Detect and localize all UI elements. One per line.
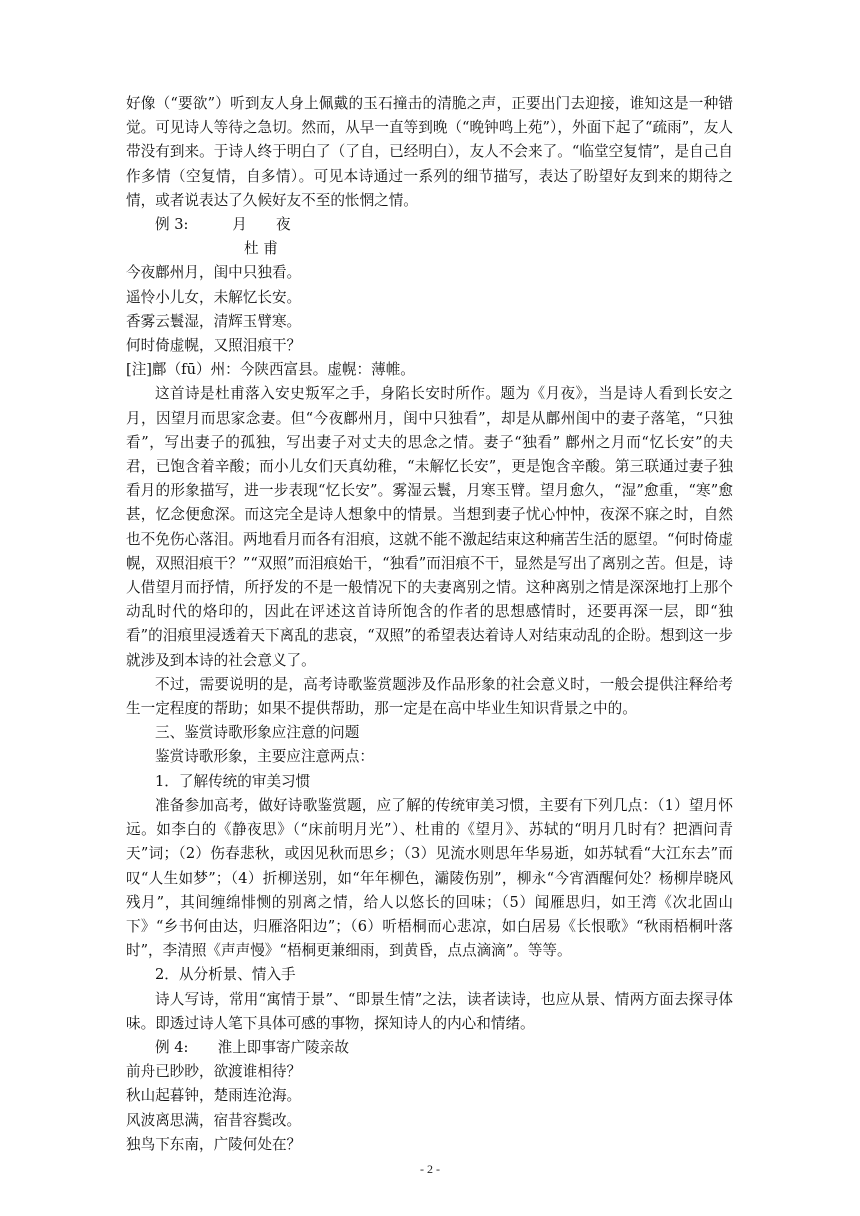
- poem-line: 独鸟下东南，广陵何处在？: [126, 1135, 302, 1153]
- paragraph-aesthetic-habits: 准备参加高考，做好诗歌鉴赏题，应了解的传统审美习惯，主要有下列几点：（1）望月怀远。如李白的《静夜思》（“床前明月光”）、杜甫的《望月》、苏轼的“明月几时有？把酒问青天”词；（2）伤春悲秋，或因见秋而思乡；（3）见流水则思年华易逝，如苏轼看“大江东去”而叹“人生如梦”；（4）折柳送别，如“年年柳色，灞陵伤别”，柳永“今宵酒醒何处？杨柳岸晓风残月”，其间缠绵悱恻的别离之情，给人以悠长的回味；（5）闻雁思归，如王湾《次北固山下》“乡书何由达，归雁洛阳边”；（6）听梧桐而心悲凉，如白居易《长恨歌》“秋雨梧桐叶落时”，李清照《声声慢》“梧桐更兼细雨，到黄昏，点点滴滴”。等等。: [126, 796, 733, 960]
- poem-line: 今夜鄜州月，闺中只独看。: [126, 264, 302, 282]
- example-3-author: 杜 甫: [244, 240, 278, 258]
- paragraph-analysis-ex2: 好像（“要欲”）听到友人身上佩戴的玉石撞击的清脆之声，正要出门去迎接，谁知这是一种错觉。可见诗人等待之急切。然而，从早一直等到晚（“晚钟鸣上苑”），外面下起了“疏雨”，友人带没有到来。于诗人终于明白了（了自，已经明白），友人不会来了。“临堂空复情”，是自己自作多情（空复情，自多情）。可见本诗通过一系列的细节描写，表达了盼望好友到来的期待之情，或者说表达了久候好友不至的怅惘之情。: [126, 95, 733, 209]
- poem-line: 何时倚虚幌，又照泪痕干？: [126, 337, 302, 355]
- paragraph-analysis-ex3: 这首诗是杜甫落入安史叛军之手，身陷长安时所作。题为《月夜》，当是诗人看到长安之月，因望月而思家念妻。但“今夜鄜州月，闺中只独看”，却是从鄜州闺中的妻子落笔，“只独看”，写出妻子的孤独，写出妻子对丈夫的思念之情。妻子“独看” 鄜州之月而“忆长安”的夫君，已饱含着辛酸；而小儿女们天真幼稚，“未解忆长安”，更是饱含辛酸。第三联通过妻子独看月的形象描写，进一步表现“忆长安”。雾湿云鬟，月寒玉臂。望月愈久，“湿”愈重，“寒”愈甚，忆念便愈深。而这完全是诗人想象中的情景。当想到妻子忧心忡忡，夜深不寐之时，自然也不免伤心落泪。两地看月而各有泪痕，这就不能不激起结束这种痛苦生活的愿望。“何时倚虚幌，双照泪痕干？”“双照”而泪痕始干，“独看”而泪痕不干，显然是写出了离别之苦。但是，诗人借望月而抒情，所抒发的不是一般情况下的夫妻离别之情。这种离别之情是深深地打上那个动乱时代的烙印的，因此在评述这首诗所饱含的作者的思想感情时，还要再深一层，即“独看”的泪痕里浸透着天下离乱的悲哀，“双照”的希望表达着诗人对结束动乱的企盼。想到这一步就涉及到本诗的社会意义了。: [126, 385, 733, 669]
- poem-line: 前舟已眇眇，欲渡谁相待？: [126, 1063, 302, 1081]
- example-3-heading: 例 3: 月 夜: [155, 216, 291, 234]
- paragraph-scene-emotion: 诗人写诗，常用“寓情于景”、“即景生情”之法，读者读诗，也应从景、情两方面去探寻体味。即透过诗人笔下具体可感的事物，探知诗人的内心和情绪。: [126, 990, 733, 1032]
- page-body: [126, 92, 733, 1157]
- page-number: - 2 -: [420, 1162, 440, 1176]
- poem-line: 香雾云鬟湿，清辉玉臂寒。: [126, 312, 302, 330]
- poem-line: 风波离思满，宿昔容鬓改。: [126, 1111, 302, 1129]
- poem-line: 秋山起暮钟，楚雨连沧海。: [126, 1087, 302, 1105]
- subsection-2-heading: 2．从分析景、情入手: [155, 966, 296, 984]
- subsection-1-heading: 1．了解传统的审美习惯: [155, 772, 311, 790]
- example-3-note: [注]鄜（fū）州：今陕西富县。虚幌：薄帷。: [126, 361, 415, 379]
- section-3-heading: 三、鉴赏诗歌形象应注意的问题: [155, 724, 360, 742]
- poem-line: 遥怜小儿女，未解忆长安。: [126, 288, 302, 306]
- section-3-intro: 鉴赏诗歌形象，主要应注意两点：: [155, 748, 374, 766]
- example-4-heading: 例 4: 淮上即事寄广陵亲故: [155, 1038, 349, 1056]
- paragraph-note-social-meaning: 不过，需要说明的是，高考诗歌鉴赏题涉及作品形象的社会意义时，一般会提供注释给考生一定程度的帮助；如果不提供帮助，那一定是在高中毕业生知识背景之中的。: [126, 675, 733, 718]
